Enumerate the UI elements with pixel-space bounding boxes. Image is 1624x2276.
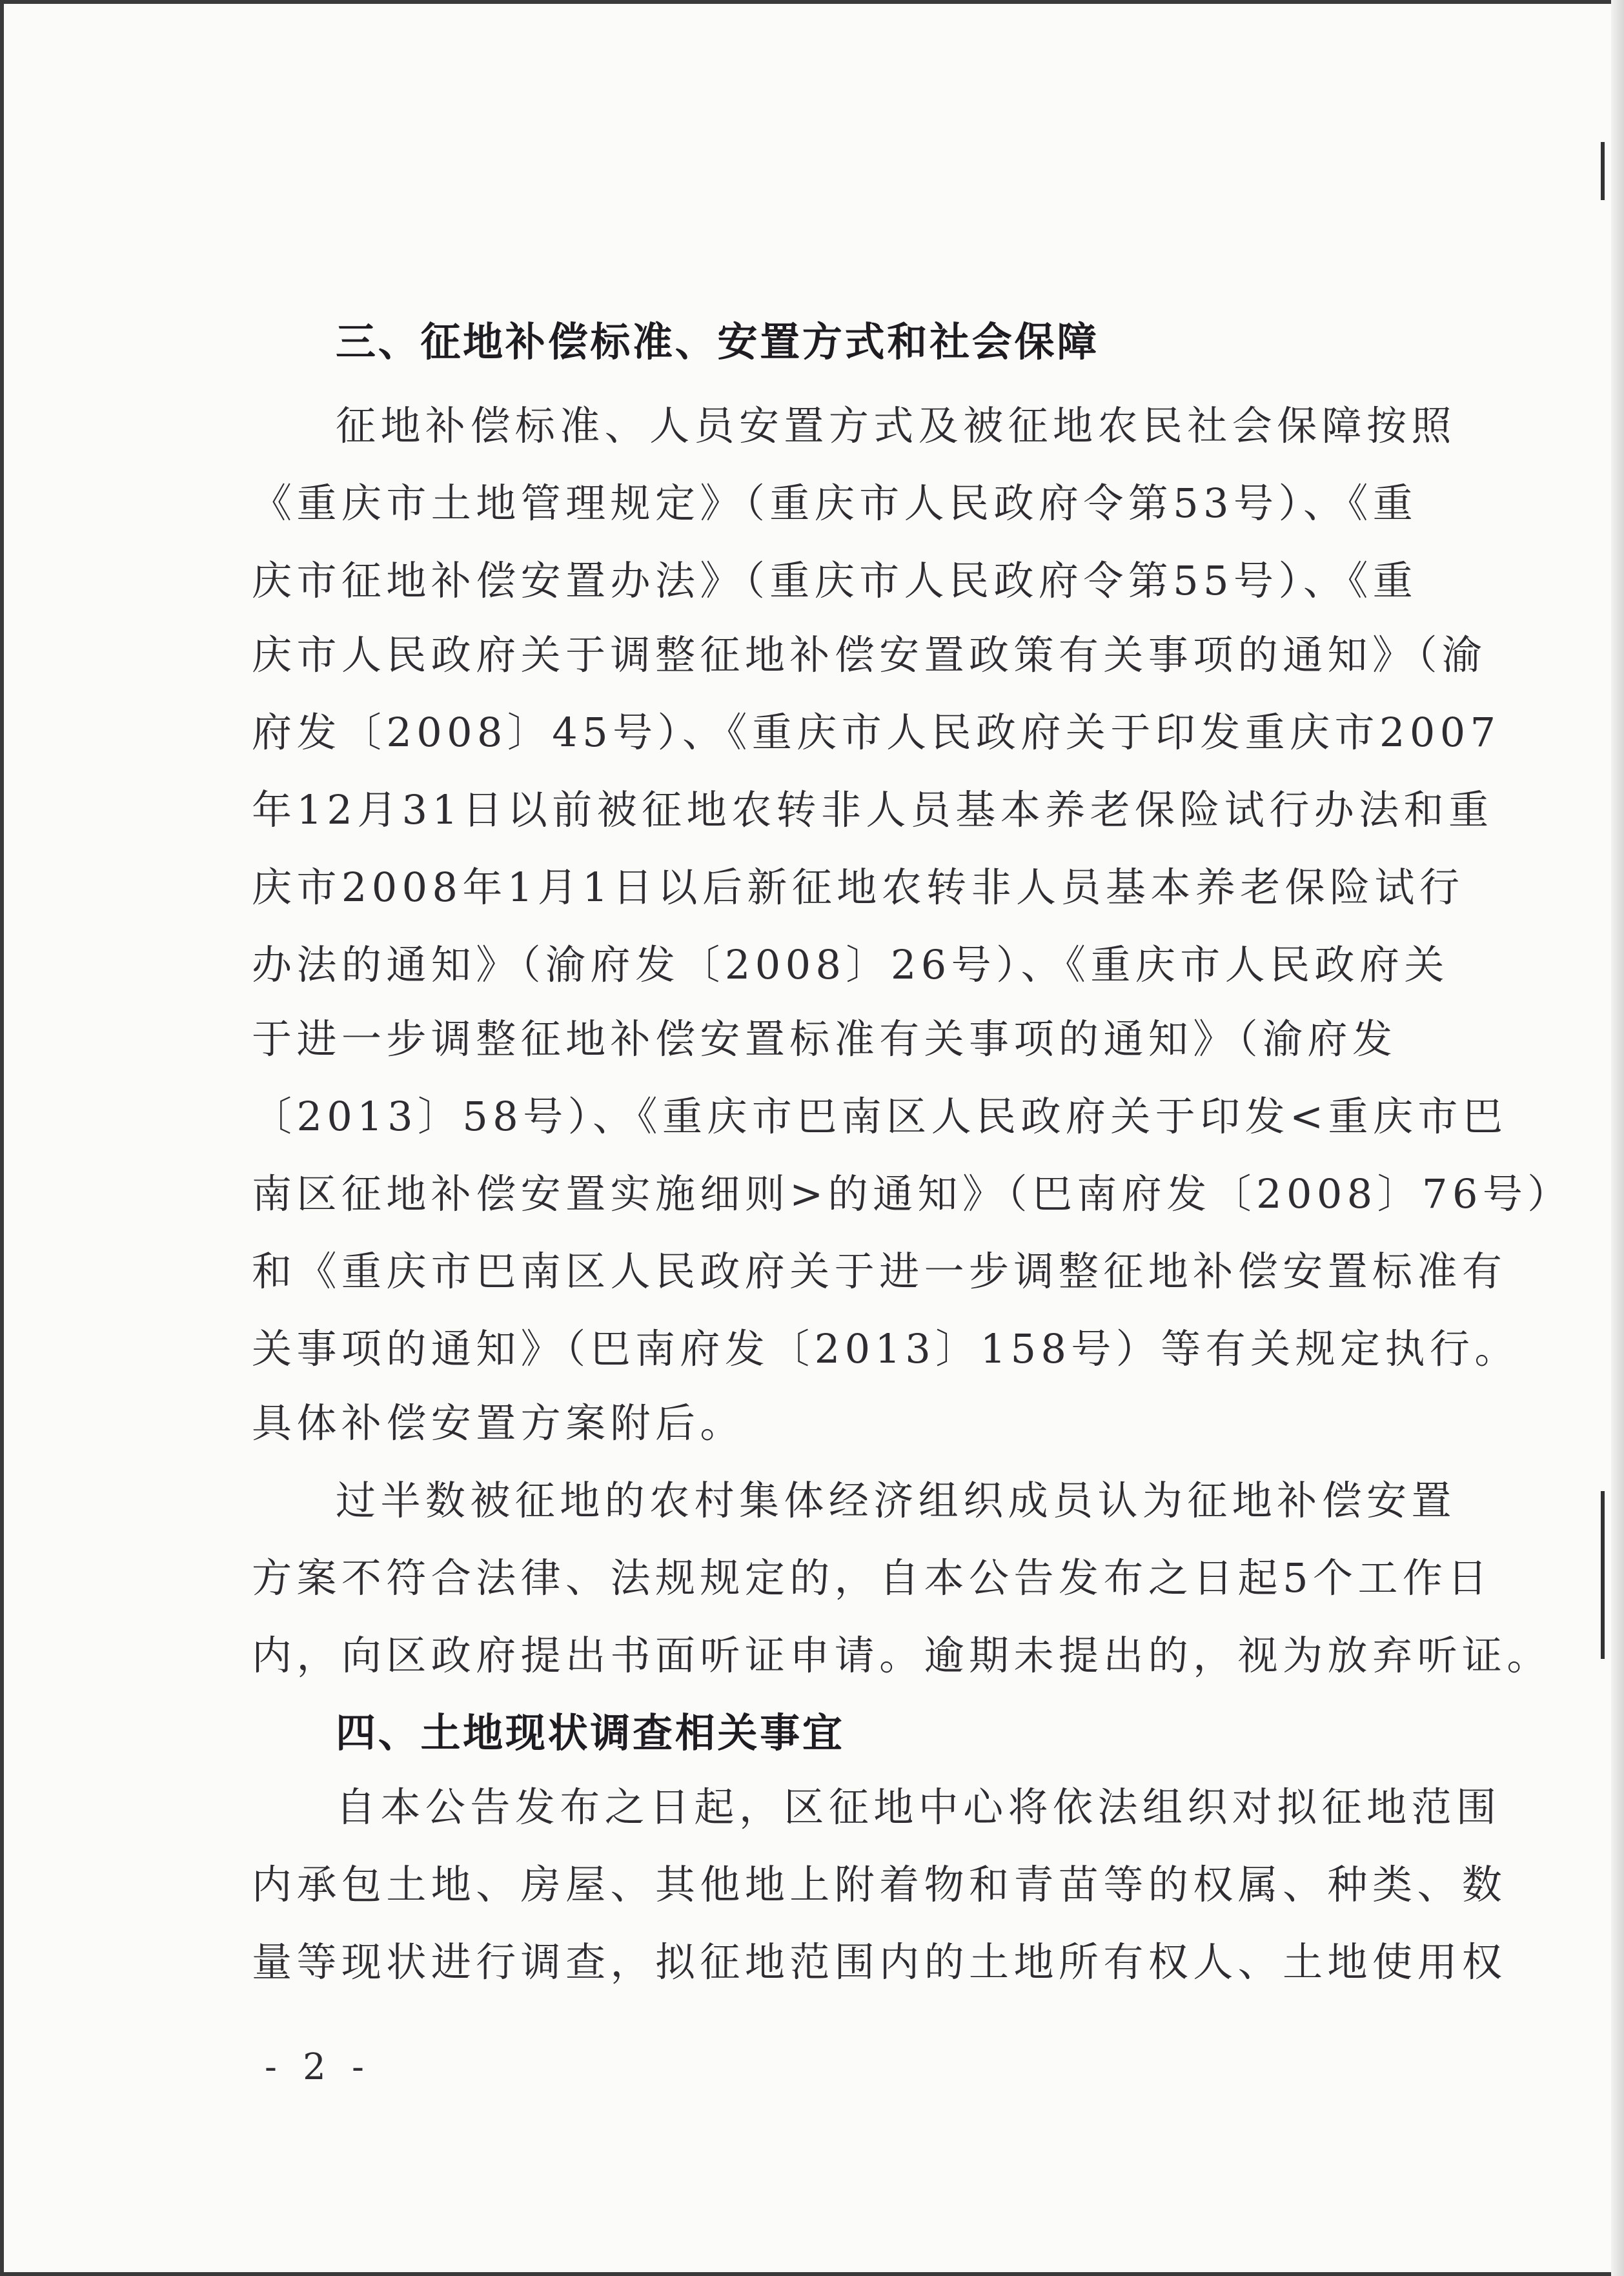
paragraph-line: 南区征地补偿安置实施细则>的通知》（巴南府发〔2008〕76号） [252,1170,1572,1217]
paragraph-line: 内，向区政府提出书面听证申请。逾期未提出的，视为放弃听证。 [252,1632,1552,1679]
paragraph-line: 庆市2008年1月1日以后新征地农转非人员基本养老保险试行 [252,864,1465,911]
paragraph-line: 庆市人民政府关于调整征地补偿安置政策有关事项的通知》（渝 [252,631,1487,678]
paragraph-line: 自本公告发布之日起，区征地中心将依法组织对拟征地范围 [336,1783,1501,1831]
scan-mark [1601,1491,1605,1659]
paragraph-line: 关事项的通知》（巴南府发〔2013〕158号）等有关规定执行。 [252,1325,1519,1372]
paragraph-line: 和《重庆市巴南区人民政府关于进一步调整征地补偿安置标准有 [252,1248,1507,1295]
scan-edge-shadow [1611,0,1624,2276]
page-number: - 2 - [265,2046,372,2088]
paragraph-line: 于进一步调整征地补偿安置标准有关事项的通知》（渝府发 [252,1015,1397,1062]
paragraph-line: 方案不符合法律、法规规定的，自本公告发布之日起5个工作日 [252,1554,1492,1601]
section-heading-four: 四、土地现状调查相关事宜 [336,1709,845,1756]
paragraph-line: 量等现状进行调查，拟征地范围内的土地所有权人、土地使用权 [252,1938,1507,1986]
paragraph-line: 内承包土地、房屋、其他地上附着物和青苗等的权属、种类、数 [252,1861,1507,1908]
paragraph-line: 征地补偿标准、人员安置方式及被征地农民社会保障按照 [336,402,1457,449]
paragraph-line: 庆市征地补偿安置办法》（重庆市人民政府令第55号）、《重 [252,557,1418,604]
paragraph-line: 府发〔2008〕45号）、《重庆市人民政府关于印发重庆市2007 [252,709,1501,756]
paragraph-line: 年12月31日以前被征地农转非人员基本养老保险试行办法和重 [252,786,1494,833]
paragraph-line: 办法的通知》（渝府发〔2008〕26号）、《重庆市人民政府关 [252,941,1449,988]
paragraph-line: 《重庆市土地管理规定》（重庆市人民政府令第53号）、《重 [252,480,1418,527]
paragraph-line: 具体补偿安置方案附后。 [252,1399,745,1447]
scan-mark [1601,142,1605,200]
section-heading-three: 三、征地补偿标准、安置方式和社会保障 [336,318,1099,365]
paragraph-line: 过半数被征地的农村集体经济组织成员认为征地补偿安置 [336,1477,1457,1524]
paragraph-line: 〔2013〕58号）、《重庆市巴南区人民政府关于印发<重庆市巴 [252,1093,1508,1140]
